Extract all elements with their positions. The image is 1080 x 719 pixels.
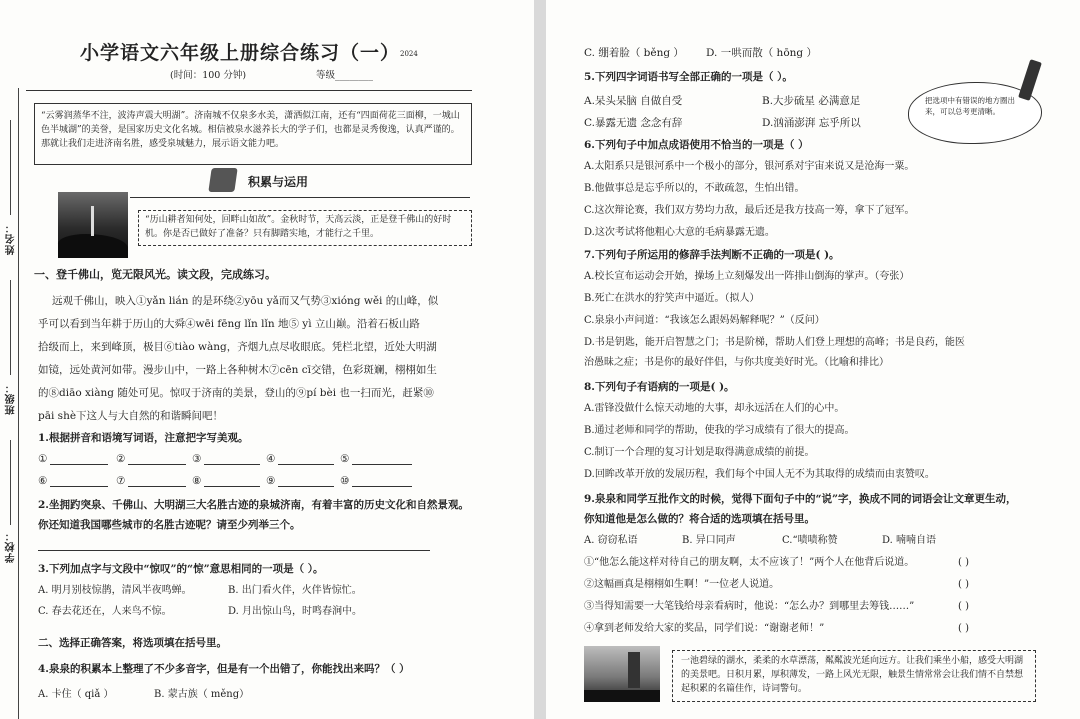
option-a[interactable]: A.雷锋没做什么惊天动地的大事，却永远活在人们的心中。 [584,403,845,414]
option-b[interactable]: B.他做事总是忘乎所以的，不敢疏忽，生怕出错。 [584,183,805,194]
option-d[interactable]: D. 月出惊山鸟，时鸣春涧中。 [228,606,363,617]
left-page [0,0,534,719]
mountain-silhouette [58,234,128,258]
option-a[interactable]: A. 明月别枝惊鹊，清风半夜鸣蝉。 [38,585,192,596]
option-b[interactable]: B.通过老师和同学的帮助，使我的学习成绩有了很大的提高。 [584,425,855,436]
question-6: 6.下列句子中加点成语使用不恰当的一项是（ ） [584,139,809,151]
bottom-quote-text: 一池碧绿的湖水，柔柔的水草漂荡，粼粼波光延向远方。让我们乘坐小船，感受大明湖的美景吧。日积月累，厚积薄发，一路上风光无限，触景生情常常会让我们情不自禁想起积累的名篇佳作，诗词警句。 [681,656,1024,694]
answer-bracket[interactable]: ( ) [958,557,969,568]
sentence-1: ①“他怎么能这样对待自己的朋友啊，太不应该了！”两个人在他背后说道。 [584,557,915,568]
name-label: 姓名： [6,222,17,255]
passage-line-3: 拾级而上，来到峰顶，极目⑥tiào wàng，齐烟九点尽收眼底。凭栏北望，近处大明湖 [38,341,437,353]
sentence-4: ④拿到老师发给大家的奖品，同学们说：“谢谢老师！” [584,623,825,634]
blank-label: ⑤ [340,453,350,465]
name-blank [10,120,11,215]
blank-label: ⑥ [38,475,48,487]
answer-blank[interactable] [204,486,260,487]
answer-blank[interactable] [278,464,334,465]
answer-blank[interactable] [352,486,412,487]
option-a[interactable]: A.太阳系只是银河系中一个极小的部分，银河系对宇宙来说又是沧海一粟。 [584,161,915,172]
answer-bracket[interactable]: ( ) [958,579,969,590]
tip-text: 把选项中有错误的地方圈出来，可以总考更清晰。 [925,96,1015,117]
class-blank [10,280,11,375]
passage-line-6: pāi shè下这人与大自然的和谐瞬间吧！ [38,410,224,422]
option-a[interactable]: A.校长宣布运动会开始，操场上立刻爆发出一阵排山倒海的掌声。（夸张） [584,271,910,282]
part2-title: 二、选择正确答案，将选项填在括号里。 [38,637,227,649]
school-label: 学校： [6,530,17,563]
passage-line-5: 的⑧diāo xiàng 随处可见。惊叹于济南的美景，登山的⑨pí bèi 也一扫而光，赶紧⑩ [38,387,434,399]
sentence-2: ②这幅画真是栩栩如生啊！”一位老人说道。 [584,579,780,590]
class-label: 班级： [6,382,17,415]
option-d[interactable]: D. 喃喃自语 [882,535,937,546]
option-d[interactable]: D.回眸改革开放的发展历程，我们每个中国人无不为其取得的成绩而由衷赞叹。 [584,469,935,480]
answer-bracket[interactable]: ( ) [958,623,969,634]
answer-line[interactable] [38,550,430,551]
book-icon [208,168,237,192]
option-c[interactable]: C.暴露无遗 念念有辞 [584,117,683,129]
option-c[interactable]: C. 绷着脸（ běng ） [584,47,684,59]
question-7: 7.下列句子所运用的修辞手法判断不正确的一项是( )。 [584,249,840,261]
quote-text: “历山耕者知何处，回畔山如故”。金秋时节，天高云淡，正是登千佛山的好时机。你是否已做好了准备？只有脚踏实地，才能行之千里。 [145,215,452,239]
school-blank [10,440,11,525]
passage-line-1: 远观千佛山，映入①yǎn lián 的是环绕②yōu yǎ而又气势③xióng wěi 的山峰，似 [52,295,439,307]
option-c[interactable]: C.制订一个合理的复习计划是取得满意成绩的前提。 [584,447,815,458]
option-d[interactable]: D. 一哄而散（ hōng ） [706,47,817,59]
blank-label: ① [38,453,48,465]
option-d-cont: 治愚昧之症；书是你的最好伴侣，与你共度美好时光。（比喻和排比） [584,357,889,368]
thousand-buddha-mountain-photo [58,192,128,258]
option-a[interactable]: A. 卡住（ qiǎ ） [38,689,114,700]
section-rule [130,197,470,198]
option-d[interactable]: D.汹涌澎湃 忘乎所以 [762,117,861,129]
option-d[interactable]: D.书是钥匙，能开启智慧之门；书是阶梯，帮助人们登上理想的高峰；书是良药，能医 [584,337,965,348]
option-b[interactable]: B. 异口同声 [682,535,736,546]
bottom-quote-box [672,650,1036,702]
blank-label: ③ [192,453,202,465]
pagoda-shape [91,206,94,236]
year-label: 2024 [400,50,418,58]
blank-label: ⑧ [192,475,202,487]
option-a[interactable]: A. 窃窃私语 [584,535,638,546]
option-b[interactable]: B. 出门看火伴，火伴皆惊忙。 [228,585,362,596]
right-page [546,0,1080,719]
question-3: 3.下列加点字与文段中“惊叹”的“惊”意思相同的一项是（ ）。 [38,563,324,575]
option-c[interactable]: C. 春去花还在，人来鸟不惊。 [38,606,172,617]
grade-label: 等级________ [316,70,374,81]
intro-text: “云雾润蒸华不注，波涛声震大明湖”。济南城不仅泉多水美，潇洒似江南，还有“四面荷花三面柳，一城山色半城湖”的美誉，是国家历史文化名城。相信被泉水滋养长大的学子们，也都是灵秀俊逸，认真严谨的。那就让我们走进济南名胜，感受泉城魅力，展示语文能力吧。 [41,111,460,149]
passage-line-4: 如镜，远处黄河如带。漫步山中，一路上各种树木⑦cēn cī交错，色彩斑斓，栩栩如生 [38,364,437,376]
answer-blank[interactable] [50,486,108,487]
quote-box [138,210,472,246]
shore-shape [584,690,660,702]
option-c[interactable]: C.泉泉小声问道：“我该怎么跟妈妈解释呢？”（反问） [584,315,825,326]
answer-blank[interactable] [128,464,186,465]
blank-label: ④ [266,453,276,465]
question-9: 9.泉泉和同学互批作文的时候，觉得下面句子中的“说”字，换成不同的词语会让文章更生动，你知道他是怎么做的？将合适的选项填在括号里。 [584,493,1017,525]
question-1: 1.根据拼音和语境写词语，注意把字写美观。 [38,432,249,444]
option-b[interactable]: B.大步硫星 必满意足 [762,95,861,107]
pencil-icon [1018,59,1042,101]
option-d[interactable]: D.这次考试将他粗心大意的毛病暴露无遗。 [584,227,775,238]
option-b[interactable]: B. 蒙古族（ měng） [154,689,250,700]
part1-title: 一、登千佛山，览无限风光。读文段，完成练习。 [34,268,276,281]
pavilion-shape [628,652,640,688]
passage-line-2: 乎可以看到当年耕于历山的大舜④wēi fēng lǐn lǐn 地⑤ yì 立山巅。沿着石板山路 [38,318,420,330]
question-5: 5.下列四字词语书写全部正确的一项是（ ）。 [584,71,793,83]
blank-label: ⑨ [266,475,276,487]
daming-lake-photo [584,646,660,702]
page-title: 小学语文六年级上册综合练习（一） [80,42,401,64]
intro-box [34,103,472,165]
blank-label: ⑩ [340,475,350,487]
answer-blank[interactable] [204,464,260,465]
blank-label: ⑦ [116,475,126,487]
answer-blank[interactable] [128,486,186,487]
answer-bracket[interactable]: ( ) [958,601,969,612]
option-a[interactable]: A.呆头呆脑 自做自受 [584,95,683,107]
header-rule [26,90,472,91]
time-label: (时间：100 分钟) [170,70,247,81]
sentence-3: ③当得知需要一大笔钱给母亲看病时，他说：“怎么办？到哪里去筹钱……” [584,601,915,612]
answer-blank[interactable] [50,464,108,465]
question-4: 4.泉泉的积累本上整理了不少多音字，但是有一个出错了，你能找出来吗？（ ） [38,663,410,675]
section-title: 积累与运用 [248,175,309,189]
question-2: 2.坐拥趵突泉、千佛山、大明湖三大名胜古迹的泉城济南，有着丰富的历史文化和自然景观。你还知道我国哪些城市的名胜古迹呢？请至少列举三个。 [38,499,469,531]
blank-label: ② [116,453,126,465]
option-c[interactable]: C.“啧啧称赞 [782,535,838,546]
option-c[interactable]: C.这次辩论赛，我们双方势均力敌，最后还是我方技高一筹，拿下了冠军。 [584,205,915,216]
answer-blank[interactable] [278,486,334,487]
option-b[interactable]: B.死亡在洪水的狞笑声中逼近。（拟人） [584,293,760,304]
question-8: 8.下列句子有语病的一项是( )。 [584,381,735,393]
answer-blank[interactable] [352,464,412,465]
